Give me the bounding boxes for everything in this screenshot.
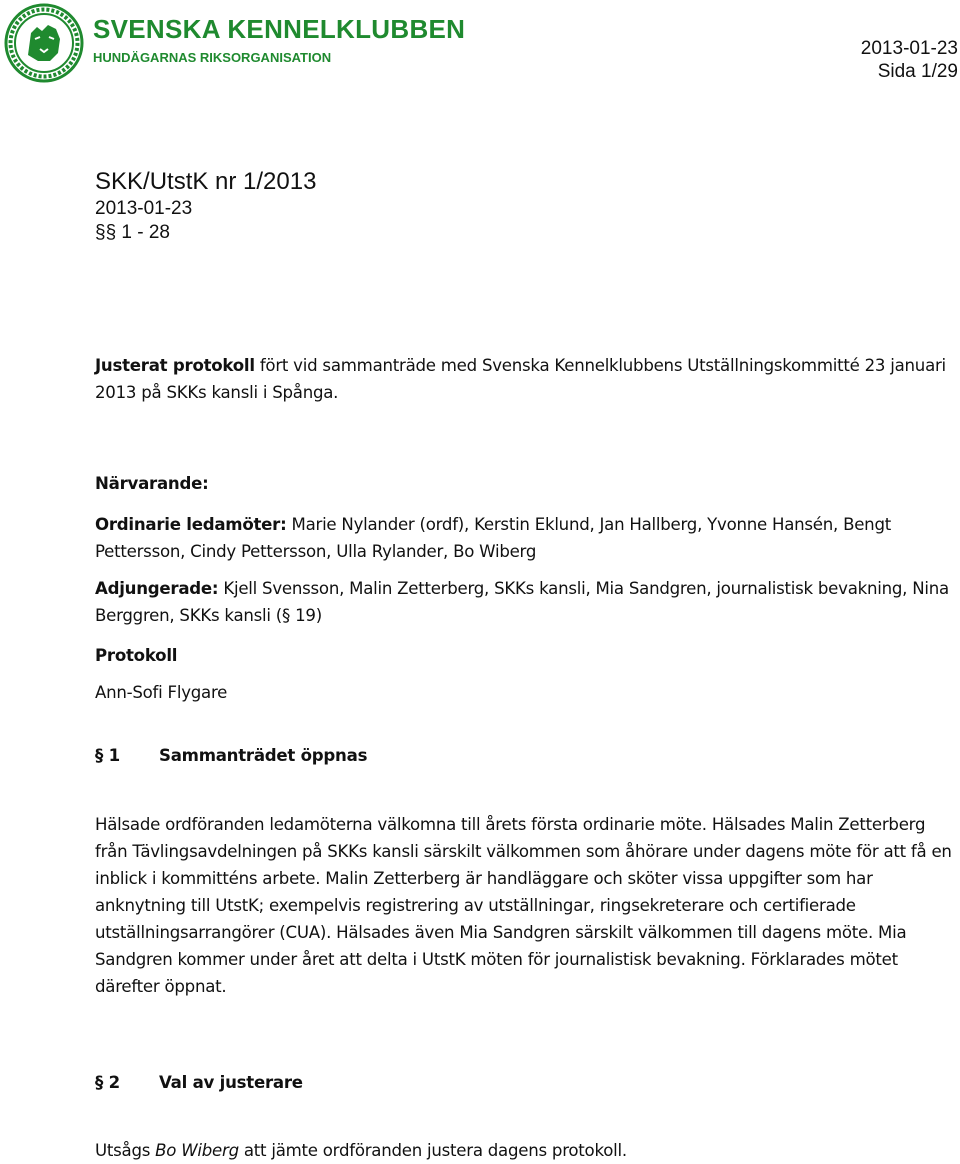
document-title: SKK/UtstK nr 1/2013 <box>95 168 317 195</box>
section-2-body: Utsågs Bo Wiberg att jämte ordföranden justera dagens protokoll. <box>95 1141 627 1160</box>
section-2-heading <box>95 1069 957 1096</box>
adjungerade-members <box>95 575 957 629</box>
ordinarie-label: Ordinarie ledamöter: <box>95 515 287 534</box>
section-2-title: Val av justerare <box>159 1073 303 1092</box>
ordinarie-members <box>95 511 957 565</box>
kennel-club-logo <box>4 3 84 83</box>
page-number: Sida 1/29 <box>877 61 958 82</box>
attendance-heading: Närvarande: <box>95 474 209 493</box>
intro-paragraph <box>95 352 957 406</box>
protokoll-name: Ann-Sofi Flygare <box>95 683 228 702</box>
document-date: 2013-01-23 <box>95 198 193 219</box>
section-1-title: Sammanträdet öppnas <box>159 746 368 765</box>
organization-subtitle: HUNDÄGARNAS RIKSORGANISATION <box>93 50 332 65</box>
section-2-number: § 2 <box>95 1073 120 1092</box>
organization-name: SVENSKA KENNELKLUBBEN <box>93 14 466 44</box>
section-1-number: § 1 <box>95 746 120 765</box>
intro-text: fört vid sammanträde med Svenska Kennelklubbens Utställningskommitté 23 januari 2013 på SKKs kansli i Spånga. <box>95 356 946 402</box>
intro-bold-label: Justerat protokoll <box>95 356 255 375</box>
section-1-heading <box>95 742 957 769</box>
adjungerade-names: Kjell Svensson, Malin Zetterberg, SKKs kansli, Mia Sandgren, journalistisk bevakning, Nina Berggren, SKKs kansli (§ 19) <box>95 579 949 625</box>
section-range: §§ 1 - 28 <box>95 222 170 243</box>
section-2-italic-name: Bo Wiberg <box>155 1141 239 1160</box>
adjungerade-label: Adjungerade: <box>95 579 219 598</box>
header-date: 2013-01-23 <box>860 38 958 59</box>
section-1-body: Hälsade ordföranden ledamöterna välkomna till årets första ordinarie möte. Hälsades Malin Zetterberg från Tävlingsavdelningen på SKKs kansli särskilt välkommen som åhörare under dagens möte för att få en inblick i kommitténs arbete. Malin Zetterberg är handläggare och sköter vissa uppgifter som har anknytning till UtstK; exempelvis registrering av utställningar, ringsekreterare och certifierade utställningsarrangörer (CUA). Hälsades även Mia Sandgren särskilt välkommen till dagens möte. Mia Sandgren kommer under året att delta i UtstK möten för journalistisk bevakning. Förklarades mötet därefter öppnat. <box>95 815 952 996</box>
ordinarie-names: Marie Nylander (ordf), Kerstin Eklund, Jan Hallberg, Yvonne Hansén, Bengt Pettersson, Cindy Pettersson, Ulla Rylander, Bo Wiberg <box>95 515 891 561</box>
protokoll-heading: Protokoll <box>95 646 178 665</box>
